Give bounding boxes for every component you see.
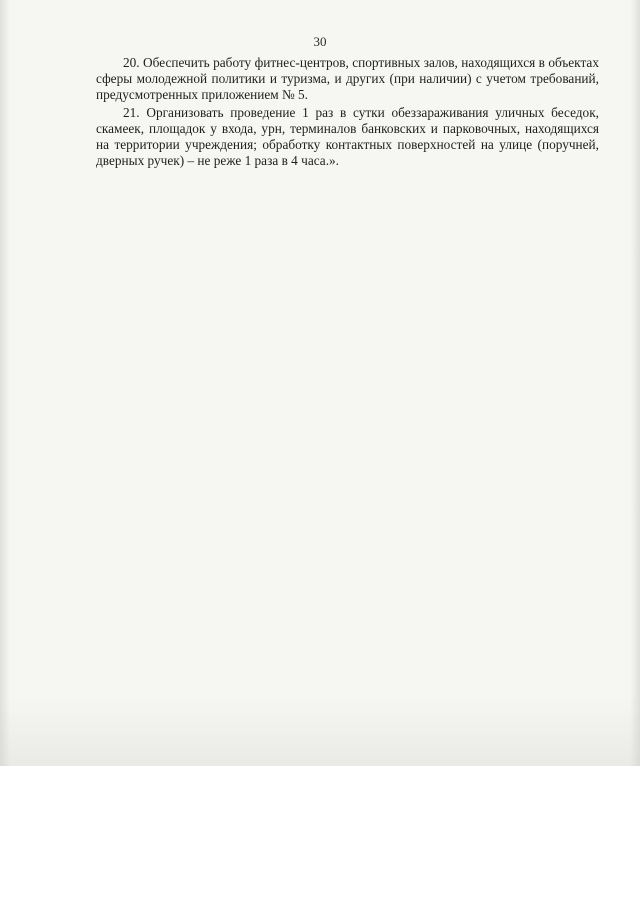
page-number: 30 (313, 34, 327, 49)
scan-shadow-left (0, 0, 10, 766)
paragraph-20: 20. Обеспечить работу фитнес-центров, спортивных залов, находящихся в объектах сферы молодежной политики и туризма, и других (при наличии) с учетом требований, предусмотренных приложением № 5. (96, 55, 599, 103)
paragraph-21: 21. Организовать проведение 1 раз в сутки обеззараживания уличных беседок, скамеек, площадок у входа, урн, терминалов банковских и парковочных, находящихся на территории учреждения; обработку контактных поверхностей на улице (поручней, дверных ручек) – не реже 1 раза в 4 часа.». (96, 104, 599, 169)
document-body (96, 55, 599, 170)
scan-shadow-bottom (0, 696, 640, 766)
scan-shadow-right (630, 0, 640, 766)
